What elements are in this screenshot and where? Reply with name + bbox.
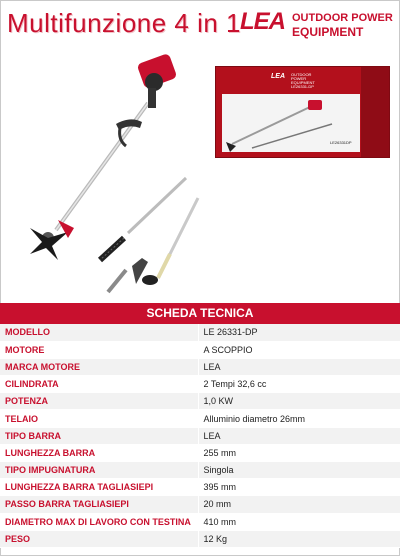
spec-label: TIPO BARRA [0, 427, 198, 444]
spec-value: LE 26331-DP [198, 324, 400, 341]
spec-row [0, 496, 400, 513]
spec-value: A SCOPPIO [198, 341, 400, 358]
box-model-small: LE26331DP [330, 140, 352, 145]
spec-label: CILINDRATA [0, 376, 198, 393]
spec-row [0, 427, 400, 444]
spec-value: Alluminio diametro 26mm [198, 410, 400, 427]
spec-row [0, 376, 400, 393]
product-photo [8, 48, 218, 298]
spec-label: PESO [0, 530, 198, 547]
spec-row [0, 341, 400, 358]
page-title: Multifunzione 4 in 1 [7, 8, 242, 38]
spec-table-title: SCHEDA TECNICA [0, 303, 400, 324]
spec-label: PASSO BARRA TAGLIASIEPI [0, 496, 198, 513]
box-image-window [222, 94, 360, 152]
spec-table [0, 324, 400, 548]
spec-value: 410 mm [198, 513, 400, 530]
box-side [361, 67, 389, 158]
spec-value: 2 Tempi 32,6 cc [198, 376, 400, 393]
spec-value: 12 Kg [198, 530, 400, 547]
logo-tagline-2: EQUIPMENT [292, 25, 364, 39]
brand-logo [240, 8, 393, 42]
spec-row [0, 513, 400, 530]
spec-label: LUNGHEZZA BARRA [0, 444, 198, 461]
spec-value: LEA [198, 358, 400, 375]
spec-row [0, 444, 400, 461]
logo-mark: LEA [240, 8, 285, 35]
spec-value: LEA [198, 427, 400, 444]
spec-label: MARCA MOTORE [0, 358, 198, 375]
spec-label: MOTORE [0, 341, 198, 358]
package-box-photo [215, 66, 390, 158]
spec-table-body [0, 324, 400, 547]
spec-value: 20 mm [198, 496, 400, 513]
spec-row [0, 530, 400, 547]
spec-value: Singola [198, 462, 400, 479]
box-brand: LEA [271, 73, 285, 80]
spec-label: POTENZA [0, 393, 198, 410]
box-model: LE26331-DP [291, 84, 314, 89]
spec-row [0, 410, 400, 427]
spec-row [0, 393, 400, 410]
spec-row [0, 324, 400, 341]
box-brand-sub: OUTDOOR POWER EQUIPMENT [291, 72, 315, 85]
spec-value: 395 mm [198, 479, 400, 496]
spec-row [0, 358, 400, 375]
spec-label: MODELLO [0, 324, 198, 341]
spec-value: 255 mm [198, 444, 400, 461]
spec-value: 1,0 KW [198, 393, 400, 410]
spec-row [0, 462, 400, 479]
spec-label: TIPO IMPUGNATURA [0, 462, 198, 479]
spec-label: LUNGHEZZA BARRA TAGLIASIEPI [0, 479, 198, 496]
spec-row [0, 479, 400, 496]
spec-label: TELAIO [0, 410, 198, 427]
spec-label: DIAMETRO MAX DI LAVORO CON TESTINA [0, 513, 198, 530]
logo-tagline-1: OUTDOOR POWER [292, 12, 393, 24]
